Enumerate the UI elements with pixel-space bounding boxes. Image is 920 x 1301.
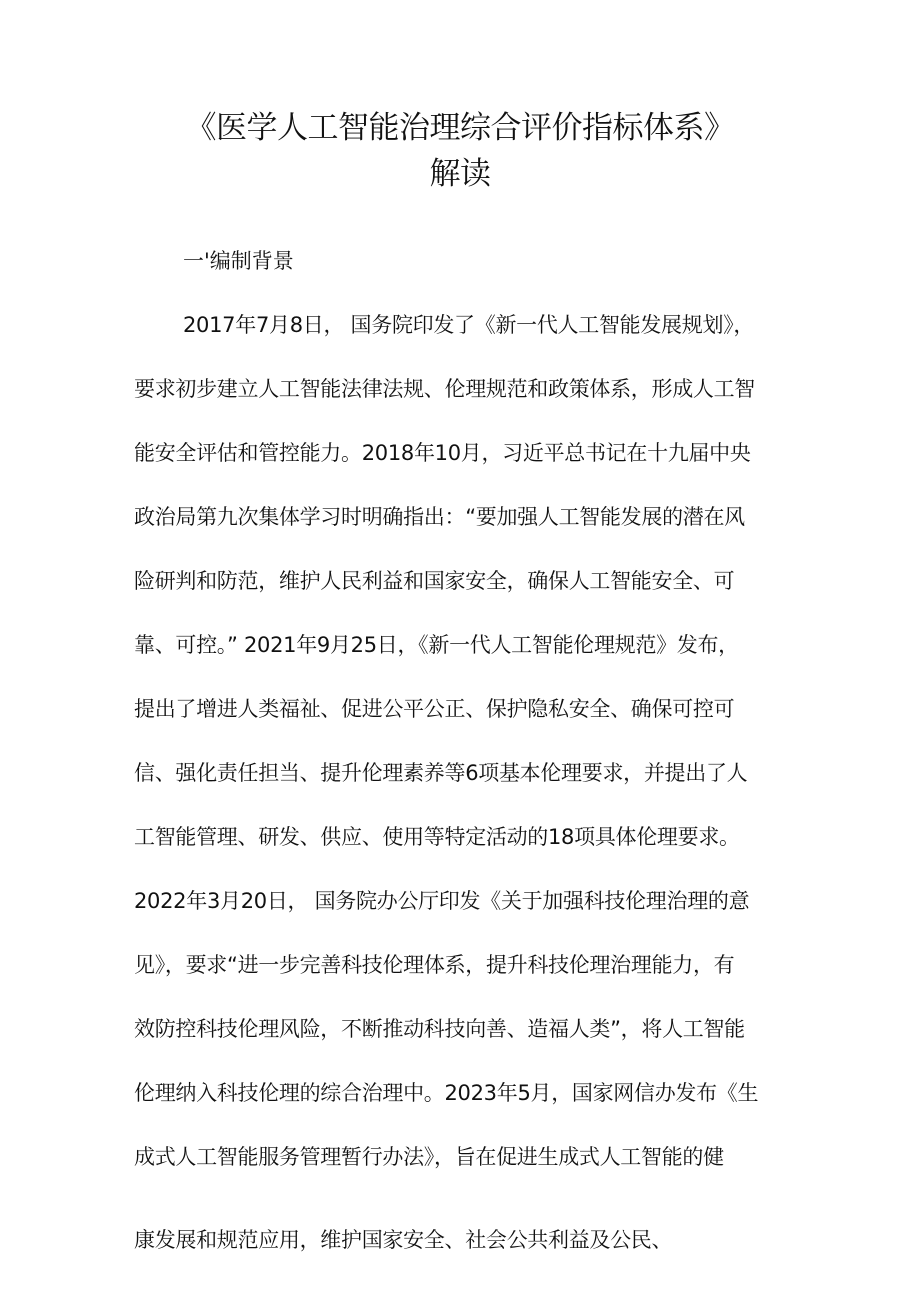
body-line: 政治局第九次集体学习时明确指出：“要加强人工智能发展的潜在风 xyxy=(134,505,745,529)
document-title-line2: 解读 xyxy=(429,156,491,192)
body-line: 信、强化责任担当、提升伦理素养等6项基本伦理要求，并提出了人 xyxy=(134,761,748,785)
body-line: 成式人工智能服务管理暂行办法》，旨在促进生成式人工智能的健 xyxy=(134,1145,724,1169)
body-line: 工智能管理、研发、供应、使用等特定活动的18项具体伦理要求。 xyxy=(134,825,740,849)
body-line: 靠、可控。” 2021年9月25日，《新一代人工智能伦理规范》发布， xyxy=(134,633,739,657)
body-line: 险研判和防范，维护人民利益和国家安全，确保人工智能安全、可 xyxy=(134,569,735,593)
document-title-line1: 《医学人工智能治理综合评价指标体系》 xyxy=(185,110,735,146)
body-line: 伦理纳入科技伦理的综合治理中。2023年5月，国家网信办发布《生 xyxy=(134,1081,759,1105)
section-heading: 一'编制背景 xyxy=(183,249,294,273)
body-line: 能安全评估和管控能力。2018年10月，习近平总书记在十九届中央 xyxy=(134,441,751,465)
body-line: 2017年7月8日， 国务院印发了《新一代人工智能发展规划》， xyxy=(183,313,755,337)
body-line: 2022年3月20日， 国务院办公厅印发《关于加强科技伦理治理的意 xyxy=(134,889,750,913)
body-line: 见》，要求“进一步完善科技伦理体系，提升科技伦理治理能力，有 xyxy=(134,953,735,977)
body-line: 要求初步建立人工智能法律法规、伦理规范和政策体系，形成人工智 xyxy=(134,377,755,401)
body-line: 效防控科技伦理风险，不断推动科技向善、造福人类”，将人工智能 xyxy=(134,1017,745,1041)
body-line: 康发展和规范应用，维护国家安全、社会公共利益及公民、 xyxy=(134,1228,673,1252)
body-line: 提出了增进人类福祉、促进公平公正、保护隐私安全、确保可控可 xyxy=(134,697,735,721)
